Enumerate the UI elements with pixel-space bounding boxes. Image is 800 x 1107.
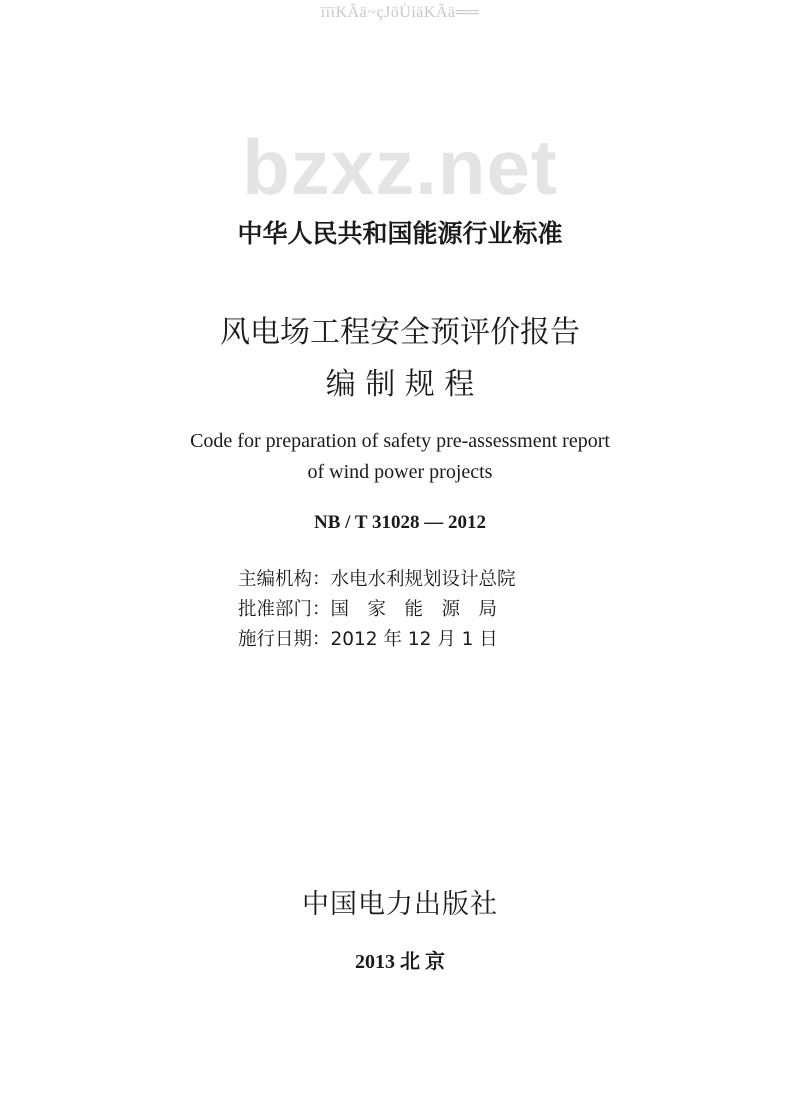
standard-number: NB / T 31028 — 2012 <box>314 512 486 533</box>
garbled-header-text: ïïïKÃä~çJöÙiäKÃä══ <box>320 4 480 21</box>
editor-organization: 主编机构：水电水利规划设计总院 <box>238 569 516 590</box>
document-title-line-2: 编 制 规 程 <box>325 367 475 402</box>
approving-department: 批准部门：国 家 能 源 局 <box>238 599 498 620</box>
publication-year-place: 2013 北 京 <box>355 951 445 973</box>
watermark: bzxz.net <box>242 123 558 211</box>
publisher-name: 中国电力出版社 <box>302 889 498 920</box>
effective-date: 施行日期：2012 年 12 月 1 日 <box>238 629 498 650</box>
publication-info <box>238 565 516 655</box>
issuing-agency: 中华人民共和国能源行业标准 <box>237 219 563 248</box>
english-title <box>0 426 800 488</box>
english-title-line-1: Code for preparation of safety pre-assessment report <box>190 430 610 452</box>
document-title-line-1: 风电场工程安全预评价报告 <box>220 315 580 350</box>
english-title-line-2: of wind power projects <box>307 461 493 483</box>
